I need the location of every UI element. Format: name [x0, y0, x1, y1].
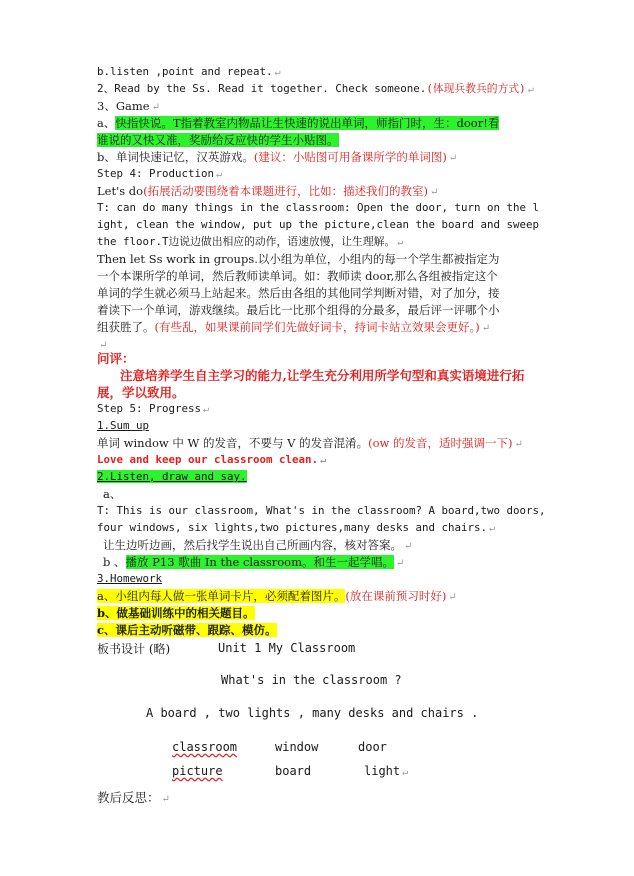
text: 单词 window 中 W 的发音，不要与 V 的发音混淆。	[97, 436, 369, 450]
text: Unit 1 My Classroom	[218, 641, 356, 655]
text: Step 4: Production	[97, 167, 215, 180]
text: 问评：	[97, 351, 135, 366]
board-word	[364, 764, 408, 778]
text: 单词的学生就必须马上站起来。然后由各组的其他同学判断对错，对了加分，接	[97, 286, 500, 300]
text-line	[97, 469, 247, 485]
paragraph-mark-icon: ↵	[274, 67, 281, 78]
heading	[97, 350, 135, 368]
paragraph-mark-icon: ↵	[151, 102, 160, 113]
paragraph-mark-icon: ↵	[396, 558, 405, 569]
text: 教后反思：	[97, 790, 160, 805]
comment-text: (拓展活动要围绕着本课题进行，比如：描述我们的教室)	[143, 184, 429, 198]
text-line	[97, 302, 500, 318]
text: four windows, six lights,two pictures,many desks and chairs.	[97, 521, 488, 534]
text: A board , two lights , many desks and chairs .	[146, 706, 479, 720]
text-line	[97, 503, 546, 519]
text-line	[97, 166, 222, 183]
paragraph-mark-icon: ↵	[448, 592, 457, 603]
text-line	[103, 554, 404, 572]
text-line	[103, 537, 412, 555]
text-line	[97, 98, 160, 116]
text-line	[97, 234, 403, 251]
comment-text: (有些乱，如果课前同学们先做好词卡，持词卡站立效果会更好。)	[154, 320, 480, 334]
paragraph-mark-icon: ↵	[481, 323, 491, 334]
text-line	[97, 64, 281, 81]
text: b、单词快速记忆，汉英游戏。	[97, 150, 254, 164]
text-line	[97, 200, 539, 216]
text: 展，学以致用。	[97, 385, 185, 400]
text: board	[275, 764, 312, 778]
paragraph-mark-icon: ↵	[514, 439, 523, 450]
comment-text: (体现兵教兵的方式)	[426, 82, 526, 95]
comment-text: (建议：小贴图可用备课所学的单词图)	[253, 150, 447, 164]
text: 让生边听边画，然后找学生说出自己所画内容，核对答案。	[103, 538, 402, 552]
paragraph-mark-icon: ↵	[404, 541, 413, 552]
text-line	[97, 183, 438, 201]
paragraph-mark-icon: ↵	[527, 84, 534, 95]
comment-text	[120, 367, 524, 385]
board-word	[172, 764, 223, 778]
text-line	[97, 251, 499, 267]
highlighted-text: 2.Listen, draw and say.	[97, 470, 247, 483]
board-answer	[146, 706, 478, 720]
text: b.listen ,point and repeat.	[97, 65, 273, 78]
board-word	[358, 740, 387, 754]
highlighted-text: c、课后主动听磁带、跟踪、模仿。	[97, 623, 277, 637]
comment-text: (放在课前预习时好)	[345, 589, 447, 603]
text-line	[97, 418, 149, 434]
text: light	[364, 764, 401, 778]
text-line	[97, 790, 170, 808]
text: 着读下一个单词，游戏继续。最后比一比那个组得的分最多，最后评一评哪个小	[97, 303, 500, 317]
highlighted-text: b、做基础训练中的相关题目。	[97, 606, 255, 620]
text-line	[97, 149, 457, 167]
highlighted-text: 快指快说。T指着教室内物品让生快速的说出单词，师指门时，生：door!看	[115, 116, 500, 130]
board-title	[218, 641, 355, 655]
text: 2、Read by the Ss. Read it together. Check someone.	[97, 82, 427, 95]
text-line	[97, 268, 498, 284]
text-line	[97, 319, 490, 337]
comment-text	[97, 384, 185, 402]
text: Step 5: Progress	[97, 402, 202, 415]
text: Then let Ss work in groups.以小组为单位，小组内的每一个学生都被指定为	[97, 252, 500, 266]
text: door	[358, 740, 387, 754]
text: 组获胜了。	[97, 320, 155, 334]
text-line	[97, 520, 495, 537]
paragraph-mark-icon: ↵	[402, 767, 409, 778]
text-line	[97, 452, 326, 469]
paragraph-mark-icon: ↵	[489, 523, 496, 534]
text: 注意培养学生自主学习的能力,让学生充分利用所学句型和真实语境进行拓	[120, 368, 525, 383]
text: ight, clean the window, put up the picture,clean the board and sweep	[97, 218, 540, 231]
paragraph-mark-icon: ↵	[203, 404, 210, 415]
text-line	[97, 115, 499, 131]
text: Let's do	[97, 184, 144, 198]
text: 3.Homework	[97, 572, 163, 585]
paragraph-mark-icon: ↵	[216, 169, 223, 180]
text-line	[97, 588, 457, 606]
board-word	[172, 740, 237, 754]
text: the floor.T边说边做出相应的动作，语速放慢，让生理解。	[97, 235, 396, 248]
text: a、	[97, 116, 116, 130]
text: 1.Sum up	[97, 419, 150, 432]
paragraph-mark-icon: ↵	[99, 340, 108, 351]
board-word	[275, 740, 318, 754]
text: classroom	[172, 740, 238, 754]
text: Love and keep our classroom clean.	[97, 453, 319, 466]
text: 3、Game	[97, 99, 150, 113]
text-line	[97, 132, 339, 148]
text-line	[97, 571, 162, 587]
comment-text: (ow 的发音，适时强调一下)	[368, 436, 513, 450]
text-line	[97, 217, 539, 233]
text-line	[103, 486, 121, 502]
text: T: can do many things in the classroom: Open the door, turn on the l	[97, 201, 540, 214]
text-line	[97, 401, 209, 418]
highlighted-text: 播放 P13 歌曲 In the classroom。和生一起学唱。	[125, 555, 394, 569]
text: 板书设计 (略)	[97, 642, 171, 656]
text-line	[97, 605, 255, 621]
text-line	[97, 622, 277, 638]
board-question	[221, 673, 402, 687]
paragraph-mark-icon: ↵	[161, 794, 170, 805]
paragraph-mark-icon: ↵	[430, 187, 439, 198]
paragraph-mark-icon: ↵	[448, 153, 458, 164]
paragraph-mark-icon: ↵	[397, 237, 404, 248]
text: window	[275, 740, 319, 754]
text: a、	[103, 487, 122, 501]
text: picture	[172, 764, 223, 778]
text-line	[97, 641, 170, 657]
board-word	[275, 764, 311, 778]
text-line	[97, 285, 500, 301]
text: T: This is our classroom, What's in the classroom? A board,two doors,	[97, 504, 546, 517]
text-line	[97, 435, 523, 453]
text: 一个本课所学的单词，然后教师读单词。如：教师读 door,那么各组被指定这个	[97, 269, 498, 283]
text-line	[97, 81, 534, 98]
highlighted-text: 谁说的又快又准，奖励给反应快的学生小贴图。	[97, 133, 339, 147]
text: b 、	[103, 555, 126, 569]
text: What's in the classroom ?	[221, 673, 402, 687]
paragraph-mark-icon: ↵	[320, 455, 327, 466]
highlighted-text: a、小组内每人做一张单词卡片，必须配着图片。	[97, 589, 346, 603]
